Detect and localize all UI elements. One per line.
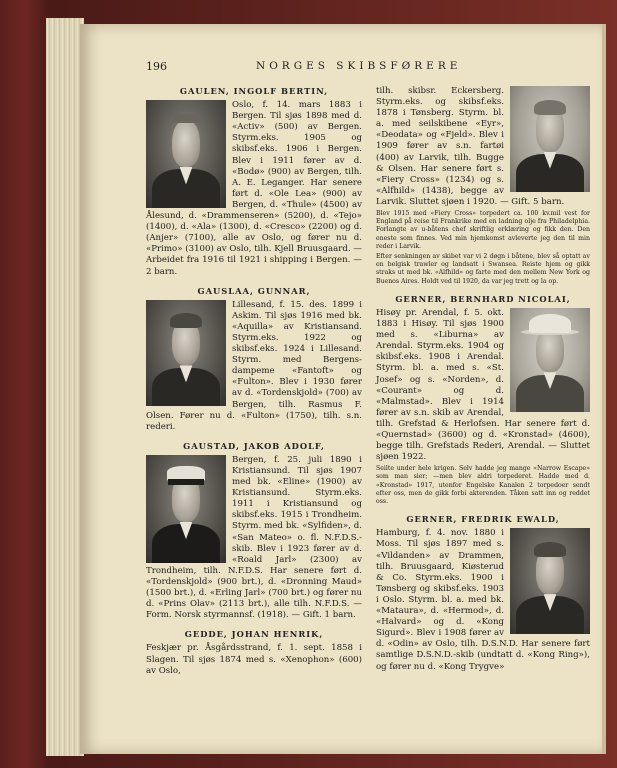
entry-note-gedde-1: Blev 1915 med «Fiery Cross» torpedert ca. 100 kv.mil vest for England på reise til Frankrike med en ladning olje fra Philadelphia. Forlangte av u-båtens chef skriftlig erklæring og fikk den. Den eneste som finnes. Ved min hjemkomst avleverte jeg den til min reder i Larvik. (376, 210, 590, 250)
portrait-gedde (510, 86, 590, 192)
entry-note-gedde-2: Efter senkningen av skibet var vi 2 døgn i båtene, blev så optatt av en belgisk trawler og landsatt i Swansea. Reiste hjem og gikk straks ut med bk. «Alfhild» og farte med den mellem New York og Buenos Aires. Holdt ved til 1920, da var jeg trett og la op. (376, 253, 590, 285)
entry-title-gaulen: GAULEN, INGOLF BERTIN, (179, 86, 329, 96)
page-number: 196 (146, 60, 167, 73)
entry-title-gedde: GEDDE, JOHAN HENRIK, (184, 629, 324, 640)
running-header (80, 60, 602, 74)
entry-title-gerner-fredrik: GERNER, FREDRIK EWALD, (406, 514, 560, 525)
entry-text-gerner-bernhard: Hisøy pr. Arendal, f. 5. okt. 1883 i Hisøy. Til sjøs 1900 med s. «Liburna» av Arendal. Styrm.eks. 1904 og skibsf.eks. 1908 i Arendal. Styrm. bl. a. med s. «St. Josef» og s. «Norden», d. «Courant» og d. «Malmstad». Blev i 1914 fører av s.n. skib av Arendal, tilh. Grefstad & Herlofsen. Har senere ført d. «Quernstad» (3600) og d. «Kronstad» (4600), begge tilh. Grefstads Rederi, Arendal. — Sluttet sjøen 1922. (376, 307, 590, 463)
portrait-gerner-fredrik (510, 528, 590, 634)
portrait-gauslaa (146, 300, 226, 406)
entry-text-gedde-cont: tilh. skibsr. Eckersberg. Styrm.eks. og skibsf.eks. 1878 i Tønsberg. Styrm. bl. a. med seilskibene «Eyr», «Deodata» og «Fjeld». Blev i 1909 fører av s.n. fartøi (400) av Larvik, tilh. Bugge & Olsen. Har senere ført s. «Fiery Cross» (1234) og s. «Alfhild» (1438), begge av Larvik. Sluttet sjøen i 1920. — Gift. 5 barn. (376, 86, 565, 207)
entry-note-gerner-bernhard: Seilte under hele krigen. Selv hadde jeg mange «Narrow Escape» som man sier; —men blev aldri torpederet. Hadde med d. «Kronstad» 1917, utenfor Engelske Kanalen 2 torpedoer sendt efter oss, men de gikk forbi akterenden. Tåken satt inn og reddet oss. (376, 465, 590, 506)
entry-text-gerner-fredrik: Hamburg, f. 4. nov. 1880 i Moss. Til sjøs 1897 med s. «Vildanden» av Drammen, tilh. Bruusgaard, Kiøsterud & Co. Styrm.eks. 1900 i Tønsberg og skibsf.eks. 1903 i Oslo. Styrm. bl. a. med bk. «Mataura», d. «Hermod», d. «Halvard» og d. «Kong Sigurd». Blev i 1908 fører av d. «Odin» av Oslo, tilh. D.S.N.D. Har senere ført samtlige D.S.N.D.-skib (undtatt d. «Kong Ring»), og fører nu d. «Kong Trygve» (376, 528, 590, 672)
entry-text-gaulen: Oslo, f. 14. mars 1883 i Bergen. Til sjøs 1898 med d. «Activ» (500) av Bergen. Styrm.eks. 1905 og skibsf.eks. 1906 i Bergen. Blev i 1911 fører av d. «Bodø» (900) av Bergen, tilh. A. E. Leganger. Har senere ført d. «Ole Lea» (900) av Bergen, d. «Thule» (4500) av Ålesund, d. «Drammenseren» (5200), d. «Tejo» (1400), d. «Ala» (1300), d. «Cresco» (2200) og d. (Anjer» (7100), alle av Oslo, og fører nu d. «Primo» (3100) av Oslo, tilh. Kjell Bruusgaard. — Arbeidet fra 1916 til 1921 i shipping i Bergen. — 2 barn. (146, 100, 362, 277)
entry-title-gaustad: GAUSTAD, JAKOB ADOLF, (183, 440, 325, 451)
right-column (376, 86, 590, 673)
portrait-gerner-bernhard (510, 308, 590, 412)
entry-text-gauslaa: Lillesand, f. 15. des. 1899 i Askim. Til sjøs 1916 med bk. «Aquilla» av Kristiansand. Styrm.eks. 1922 og skibsf.eks. 1924 i Lillesand. Styrm. med Bergens-dampeme «Fantoft» og «Fulton». Blev i 1930 fører av d. «Tordenskjold» (700) av Bergen, tilh. Rasmus F. Olsen. Fører nu d. «Fulton» (1750), tilh. s.n. rederi. (146, 299, 362, 432)
book-page (80, 24, 602, 754)
entry-text-gedde: Feskjær pr. Åsgårdsstrand, f. 1. sept. 1858 i Slagen. Til sjøs 1874 med s. «Xenophon» (600) av Oslo, (146, 643, 362, 676)
entry-title-gauslaa: GAUSLAA, GUNNAR, (197, 285, 311, 296)
portrait-gaustad (146, 455, 226, 563)
left-column (146, 86, 362, 677)
portrait-gaulen (146, 100, 226, 208)
entry-title-gerner-bernhard: GERNER, BERNHARD NICOLAI, (395, 293, 571, 304)
page-title: NORGES SKIBSFØRERE (256, 60, 462, 72)
page-edges (46, 18, 84, 756)
entry-text-gaustad: Bergen, f. 25. juli 1890 i Kristiansund. Til sjøs 1907 med bk. «Eline» (1900) av Kristiansund. Styrm.eks. 1911 i Kristiansund og skibsf.eks. 1915 i Trondheim. Styrm. med bk. «Sylfiden», d. «San Mateo» o. fl. N.F.D.S.-skib. Blev i 1923 fører av d. «Roald Jarl» (2300) av Trondheim, tilh. N.F.D.S. Har senere ført d. «Tordenskjold» (900 brt.), d. «Dronning Maud» (1500 brt.), d. «Erling Jarl» (700 brt.) og fører nu d. «Prins Olav» (2113 brt.), alle tilh. N.F.D.S. — Form. Norsk styrmannsf. (1918). — Gift. 1 barn. (146, 454, 362, 621)
